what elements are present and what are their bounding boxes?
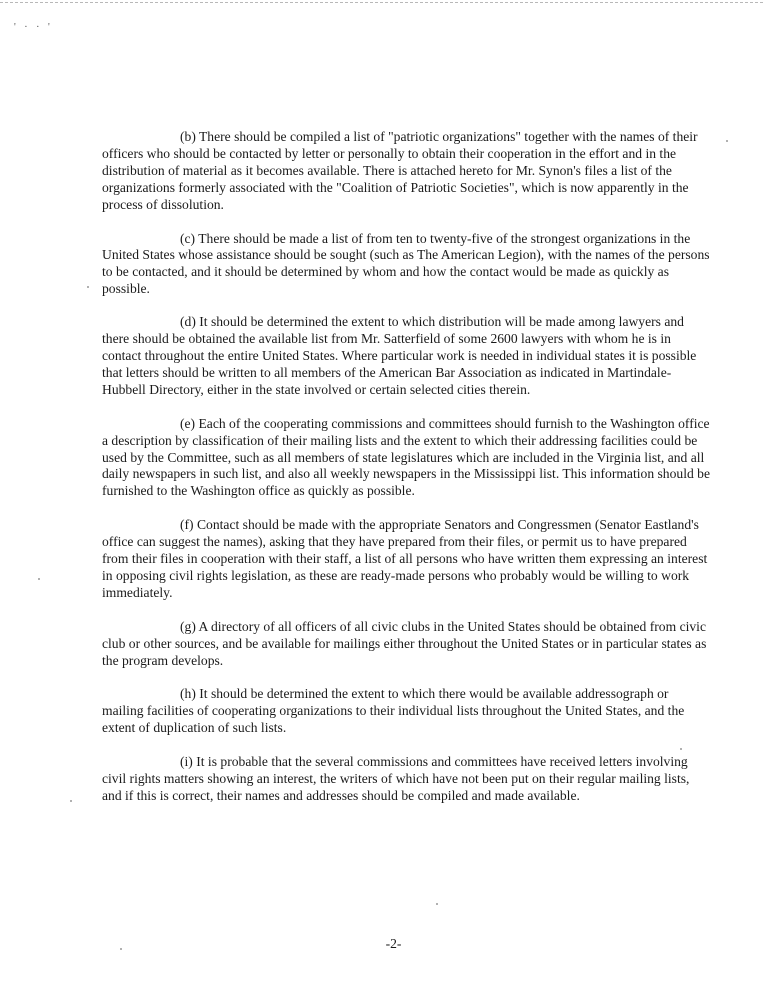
paragraph-e: (e) Each of the cooperating commissions and committees should furnish to the Washington office a description by classification of their mailing lists and the extent to which their addressing facilities could be used by the Committee, such as all members of state legislatures which are included in the Virginia list, and all daily newspapers in such list, and also all weekly newspapers in the Mississippi list. This information should be furnished to the Washington office as quickly as possible. [102,415,710,499]
paragraph-h: (h) It should be determined the extent to which there would be available addressograph or mailing facilities of cooperating organizations to their individual lists throughout the United States, and the extent of duplication of such lists. [102,686,685,736]
corner-marks: ' · · ' [14,22,53,33]
paragraph-i: (i) It is probable that the several commissions and committees have received letters involving civil rights matters showing an interest, the writers of which have not been put on their regular mailing lists, and if this is correct, their names and addresses should be compiled and made available. [102,754,690,803]
page-number: -2- [385,936,402,951]
paragraph-g: (g) A directory of all officers of all civic clubs in the United States should be obtained from civic club or other sources, and be available for mailings either throughout the United States or in particular states as the program develops. [102,618,707,668]
scan-speck [436,903,438,905]
scan-speck [38,578,40,580]
scan-speck [680,748,682,750]
paragraph-d: (d) It should be determined the extent to which distribution will be made among lawyers and there should be obtained the available list from Mr. Satterfield of some 2600 lawyers with whom he is in contact throughout the entire United States. Where particular work is needed in individual states it is possible that letters should be written to all members of the American Bar Association as indicated in Martindale-Hubbell Directory, either in the state involved or certain selected cities therein. [102,314,697,397]
page-top-edge [0,2,763,3]
scan-speck [726,140,728,142]
document-body [102,129,710,805]
scan-speck [87,286,89,288]
paragraph-f: (f) Contact should be made with the appropriate Senators and Congressmen (Senator Eastland's office can suggest the names), asking that they have prepared from their files, or permit us to have prepared from their files in cooperation with their staff, a list of all persons who have written them expressing an interest in opposing civil rights legislation, as these are ready-made persons who probably would be willing to work immediately. [102,517,708,600]
scan-speck [70,800,72,802]
paragraph-c: (c) There should be made a list of from ten to twenty-five of the strongest organizations in the United States whose assistance should be sought (such as The American Legion), with the names of the persons to be contacted, and it should be determined by whom and how the contact would be made as quickly as possible. [102,230,710,297]
scan-speck [120,948,122,950]
paragraph-b: (b) There should be compiled a list of "patriotic organizations" together with the names of their officers who should be contacted by letter or personally to obtain their cooperation in the effort and in the distribution of material as it becomes available. There is attached hereto for Mr. Synon's files a list of the organizations formerly associated with the "Coalition of Patriotic Societies", which is now apparently in the process of dissolution. [102,129,698,212]
